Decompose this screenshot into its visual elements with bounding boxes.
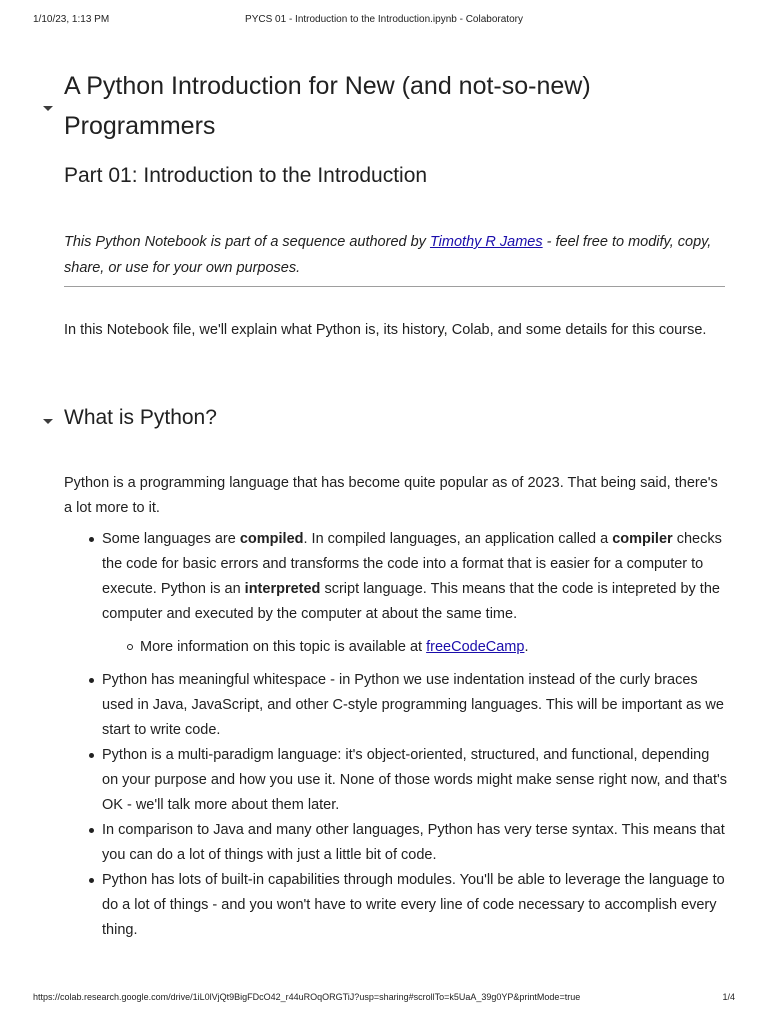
sub-bullet-list bbox=[102, 635, 728, 660]
sub-bullet-text: . bbox=[524, 639, 529, 655]
bullet-modules: Python has lots of built-in capabilities through modules. You'll be able to leverage the language to do a lot of things - and you won't have to write every line of code necessary to accomplish every thing. bbox=[64, 868, 728, 943]
bullet-multi-paradigm: Python is a multi-paradigm language: it's object-oriented, structured, and functional, depending on your purpose and how you use it. None of those words might make sense right now, and that's OK - we'll talk more about them later. bbox=[64, 743, 728, 818]
sub-bullet-text: More information on this topic is available at bbox=[140, 639, 427, 655]
bullet-text: Some languages are bbox=[102, 531, 240, 547]
notebook-title: A Python Introduction for New (and not-so-new) Programmers bbox=[64, 72, 591, 140]
print-url: https://colab.research.google.com/drive/1iL0lVjQt9BigFDcO42_r44uROqORGTiJ?usp=sharing#scrollTo=k5UaA_39g0YP&printMode=true bbox=[33, 992, 581, 1002]
author-note-prefix: This Python Notebook is part of a sequence authored by bbox=[64, 234, 430, 250]
freecodecamp-link[interactable]: freeCodeCamp bbox=[426, 639, 525, 655]
page-number: 1/4 bbox=[722, 992, 735, 1002]
bold-term: compiler bbox=[612, 531, 673, 547]
print-document-title: PYCS 01 - Introduction to the Introduction.ipynb - Colaboratory bbox=[245, 14, 523, 25]
bullet-list bbox=[64, 527, 728, 943]
notebook-subtitle: Part 01: Introduction to the Introduction bbox=[64, 164, 428, 187]
bullet-compiled bbox=[64, 527, 728, 660]
collapse-section-caret-icon[interactable] bbox=[43, 106, 53, 111]
print-header bbox=[33, 14, 735, 28]
bullet-text: checks the code for basic errors and transforms the code into a format that is easier for a computer to execute. Python is an bbox=[102, 531, 722, 597]
print-date: 1/10/23, 1:13 PM bbox=[33, 14, 110, 25]
author-link[interactable]: Timothy R James bbox=[429, 234, 543, 250]
bullet-terse-syntax: In comparison to Java and many other languages, Python has very terse syntax. This means that you can do a lot of things with just a little bit of code. bbox=[64, 818, 728, 868]
horizontal-divider bbox=[64, 286, 725, 287]
bold-term: interpreted bbox=[244, 581, 321, 597]
author-note-suffix: - feel free to modify, copy, share, or use for your own purposes. bbox=[64, 234, 712, 276]
bullet-text: . In compiled languages, an application called a bbox=[303, 531, 613, 547]
notebook-intro: In this Notebook file, we'll explain what Python is, its history, Colab, and some details for this course. bbox=[64, 322, 707, 338]
sub-bullet-freecodecamp bbox=[102, 635, 728, 660]
print-footer bbox=[33, 992, 735, 1006]
collapse-section-caret-icon[interactable] bbox=[43, 419, 53, 424]
bullet-text: script language. This means that the code is intepreted by the computer and executed by the computer at about the same time. bbox=[102, 581, 720, 622]
section-heading-what-is-python: What is Python? bbox=[64, 406, 217, 429]
author-note bbox=[64, 229, 728, 281]
bold-term: compiled bbox=[239, 531, 304, 547]
bullet-whitespace: Python has meaningful whitespace - in Python we use indentation instead of the curly braces used in Java, JavaScript, and other C-style programming languages. This will be important as we start to write code. bbox=[64, 668, 728, 743]
section-intro: Python is a programming language that has become quite popular as of 2023. That being said, there's a lot more to it. bbox=[64, 475, 718, 516]
